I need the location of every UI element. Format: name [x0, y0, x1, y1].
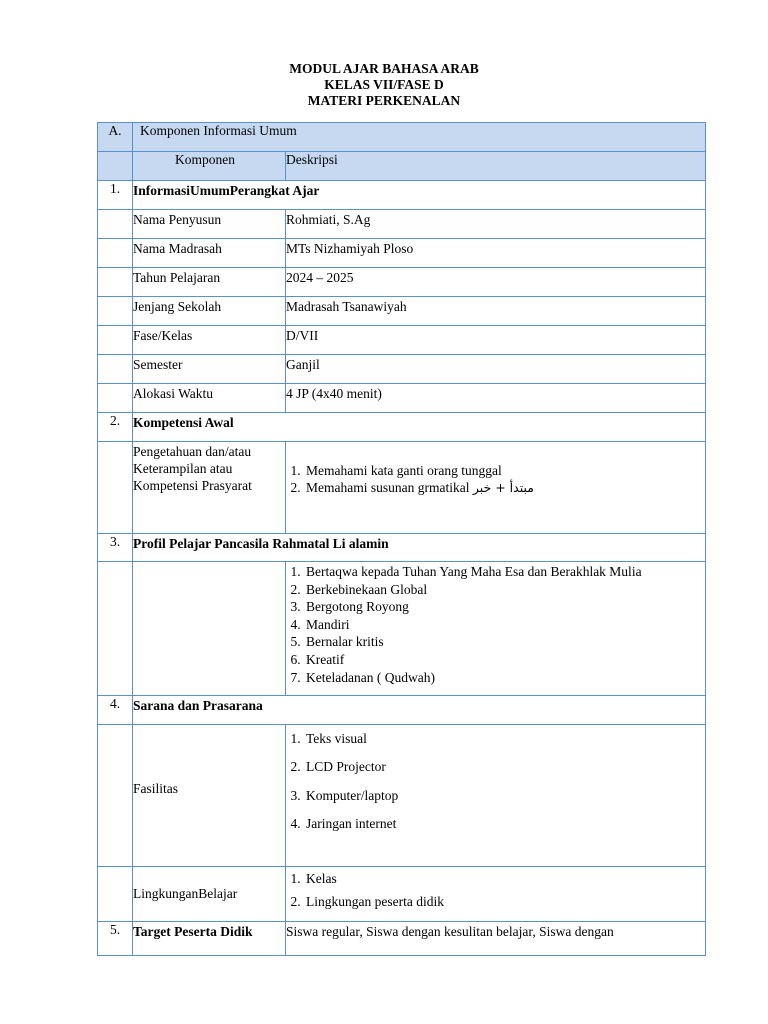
info-label: Semester	[133, 355, 286, 384]
info-label: Fase/Kelas	[133, 326, 286, 355]
section-a-header-row	[98, 123, 706, 152]
kompetensi-prasyarat-label: Pengetahuan dan/atau Keterampilan atau Kompetensi Prasyarat	[133, 442, 286, 534]
list-item-text: Memahami susunan grmatikal	[306, 480, 470, 495]
section-3-row	[98, 534, 706, 562]
kompetensi-prasyarat-row	[98, 442, 706, 534]
list-item: 2. Lingkungan peserta didik	[304, 890, 705, 913]
section-5-value: Siswa regular, Siswa dengan kesulitan belajar, Siswa dengan	[286, 922, 706, 956]
info-value: Rohmiati, S.Ag	[286, 210, 706, 239]
section-2-title: Kompetensi Awal	[133, 413, 706, 442]
section-3-number: 3.	[98, 534, 133, 562]
section-5-title: Target Peserta Didik	[133, 922, 286, 956]
column-header-blank	[98, 152, 133, 181]
info-row-nama-madrasah	[98, 239, 706, 268]
title-line-3: MATERI PERKENALAN	[307, 93, 461, 108]
document-title	[0, 61, 768, 109]
section-2-number: 2.	[98, 413, 133, 442]
lingkungan-belajar-row	[98, 867, 706, 922]
info-row-fase-kelas	[98, 326, 706, 355]
section-1-number: 1.	[98, 181, 133, 210]
list-item: 1. Bertaqwa kepada Tuhan Yang Maha Esa dan Berakhlak Mulia	[304, 563, 705, 581]
module-info-table	[97, 122, 706, 956]
info-value: D/VII	[286, 326, 706, 355]
info-value: Madrasah Tsanawiyah	[286, 297, 706, 326]
column-header-row	[98, 152, 706, 181]
info-value: 2024 – 2025	[286, 268, 706, 297]
list-item: 3. Komputer/laptop	[304, 782, 705, 810]
section-4-title: Sarana dan Prasarana	[133, 696, 706, 725]
section-1-title: InformasiUmumPerangkat Ajar	[133, 181, 706, 210]
info-row-semester	[98, 355, 706, 384]
list-item: 2. LCD Projector	[304, 753, 705, 781]
column-header-deskripsi: Deskripsi	[286, 152, 706, 181]
info-label: Alokasi Waktu	[133, 384, 286, 413]
list-item: 5. Bernalar kritis	[304, 633, 705, 651]
section-a-letter: A.	[98, 123, 133, 152]
section-5-number: 5.	[98, 922, 133, 956]
fasilitas-label: Fasilitas	[133, 725, 286, 867]
profil-pelajar-row	[98, 562, 706, 696]
info-row-nama-penyusun	[98, 210, 706, 239]
info-value: MTs Nizhamiyah Ploso	[286, 239, 706, 268]
info-label: Nama Madrasah	[133, 239, 286, 268]
section-3-title: Profil Pelajar Pancasila Rahmatal Li alamin	[133, 534, 706, 562]
list-item: 1. Teks visual	[304, 725, 705, 753]
section-5-row	[98, 922, 706, 956]
info-label: Tahun Pelajaran	[133, 268, 286, 297]
list-item: 4. Jaringan internet	[304, 810, 705, 838]
section-4-row	[98, 696, 706, 725]
list-item: 6. Kreatif	[304, 651, 705, 669]
list-item: 3. Bergotong Royong	[304, 598, 705, 616]
section-2-row	[98, 413, 706, 442]
title-line-2: KELAS VII/FASE D	[324, 77, 444, 92]
kompetensi-prasyarat-list	[286, 442, 706, 534]
list-item: 1. Kelas	[304, 867, 705, 890]
list-item: 4. Mandiri	[304, 616, 705, 634]
arabic-text: مبتدأ + خبر	[472, 480, 534, 495]
lingkungan-belajar-list	[286, 867, 706, 922]
section-a-title: Komponen Informasi Umum	[133, 123, 706, 152]
profil-pelajar-list	[286, 562, 706, 696]
section-4-number: 4.	[98, 696, 133, 725]
info-value: 4 JP (4x40 menit)	[286, 384, 706, 413]
lingkungan-belajar-label: LingkunganBelajar	[133, 867, 286, 922]
info-label: Jenjang Sekolah	[133, 297, 286, 326]
info-row-tahun-pelajaran	[98, 268, 706, 297]
info-row-jenjang-sekolah	[98, 297, 706, 326]
info-value: Ganjil	[286, 355, 706, 384]
column-header-komponen: Komponen	[133, 152, 286, 181]
info-row-alokasi-waktu	[98, 384, 706, 413]
info-label: Nama Penyusun	[133, 210, 286, 239]
list-item	[304, 479, 705, 496]
section-1-row	[98, 181, 706, 210]
list-item: 7. Keteladanan ( Qudwah)	[304, 669, 705, 687]
list-item: 2. Berkebinekaan Global	[304, 581, 705, 599]
title-line-1: MODUL AJAR BAHASA ARAB	[289, 61, 479, 76]
list-item: 1. Memahami kata ganti orang tunggal	[304, 462, 705, 479]
fasilitas-list	[286, 725, 706, 867]
fasilitas-row	[98, 725, 706, 867]
